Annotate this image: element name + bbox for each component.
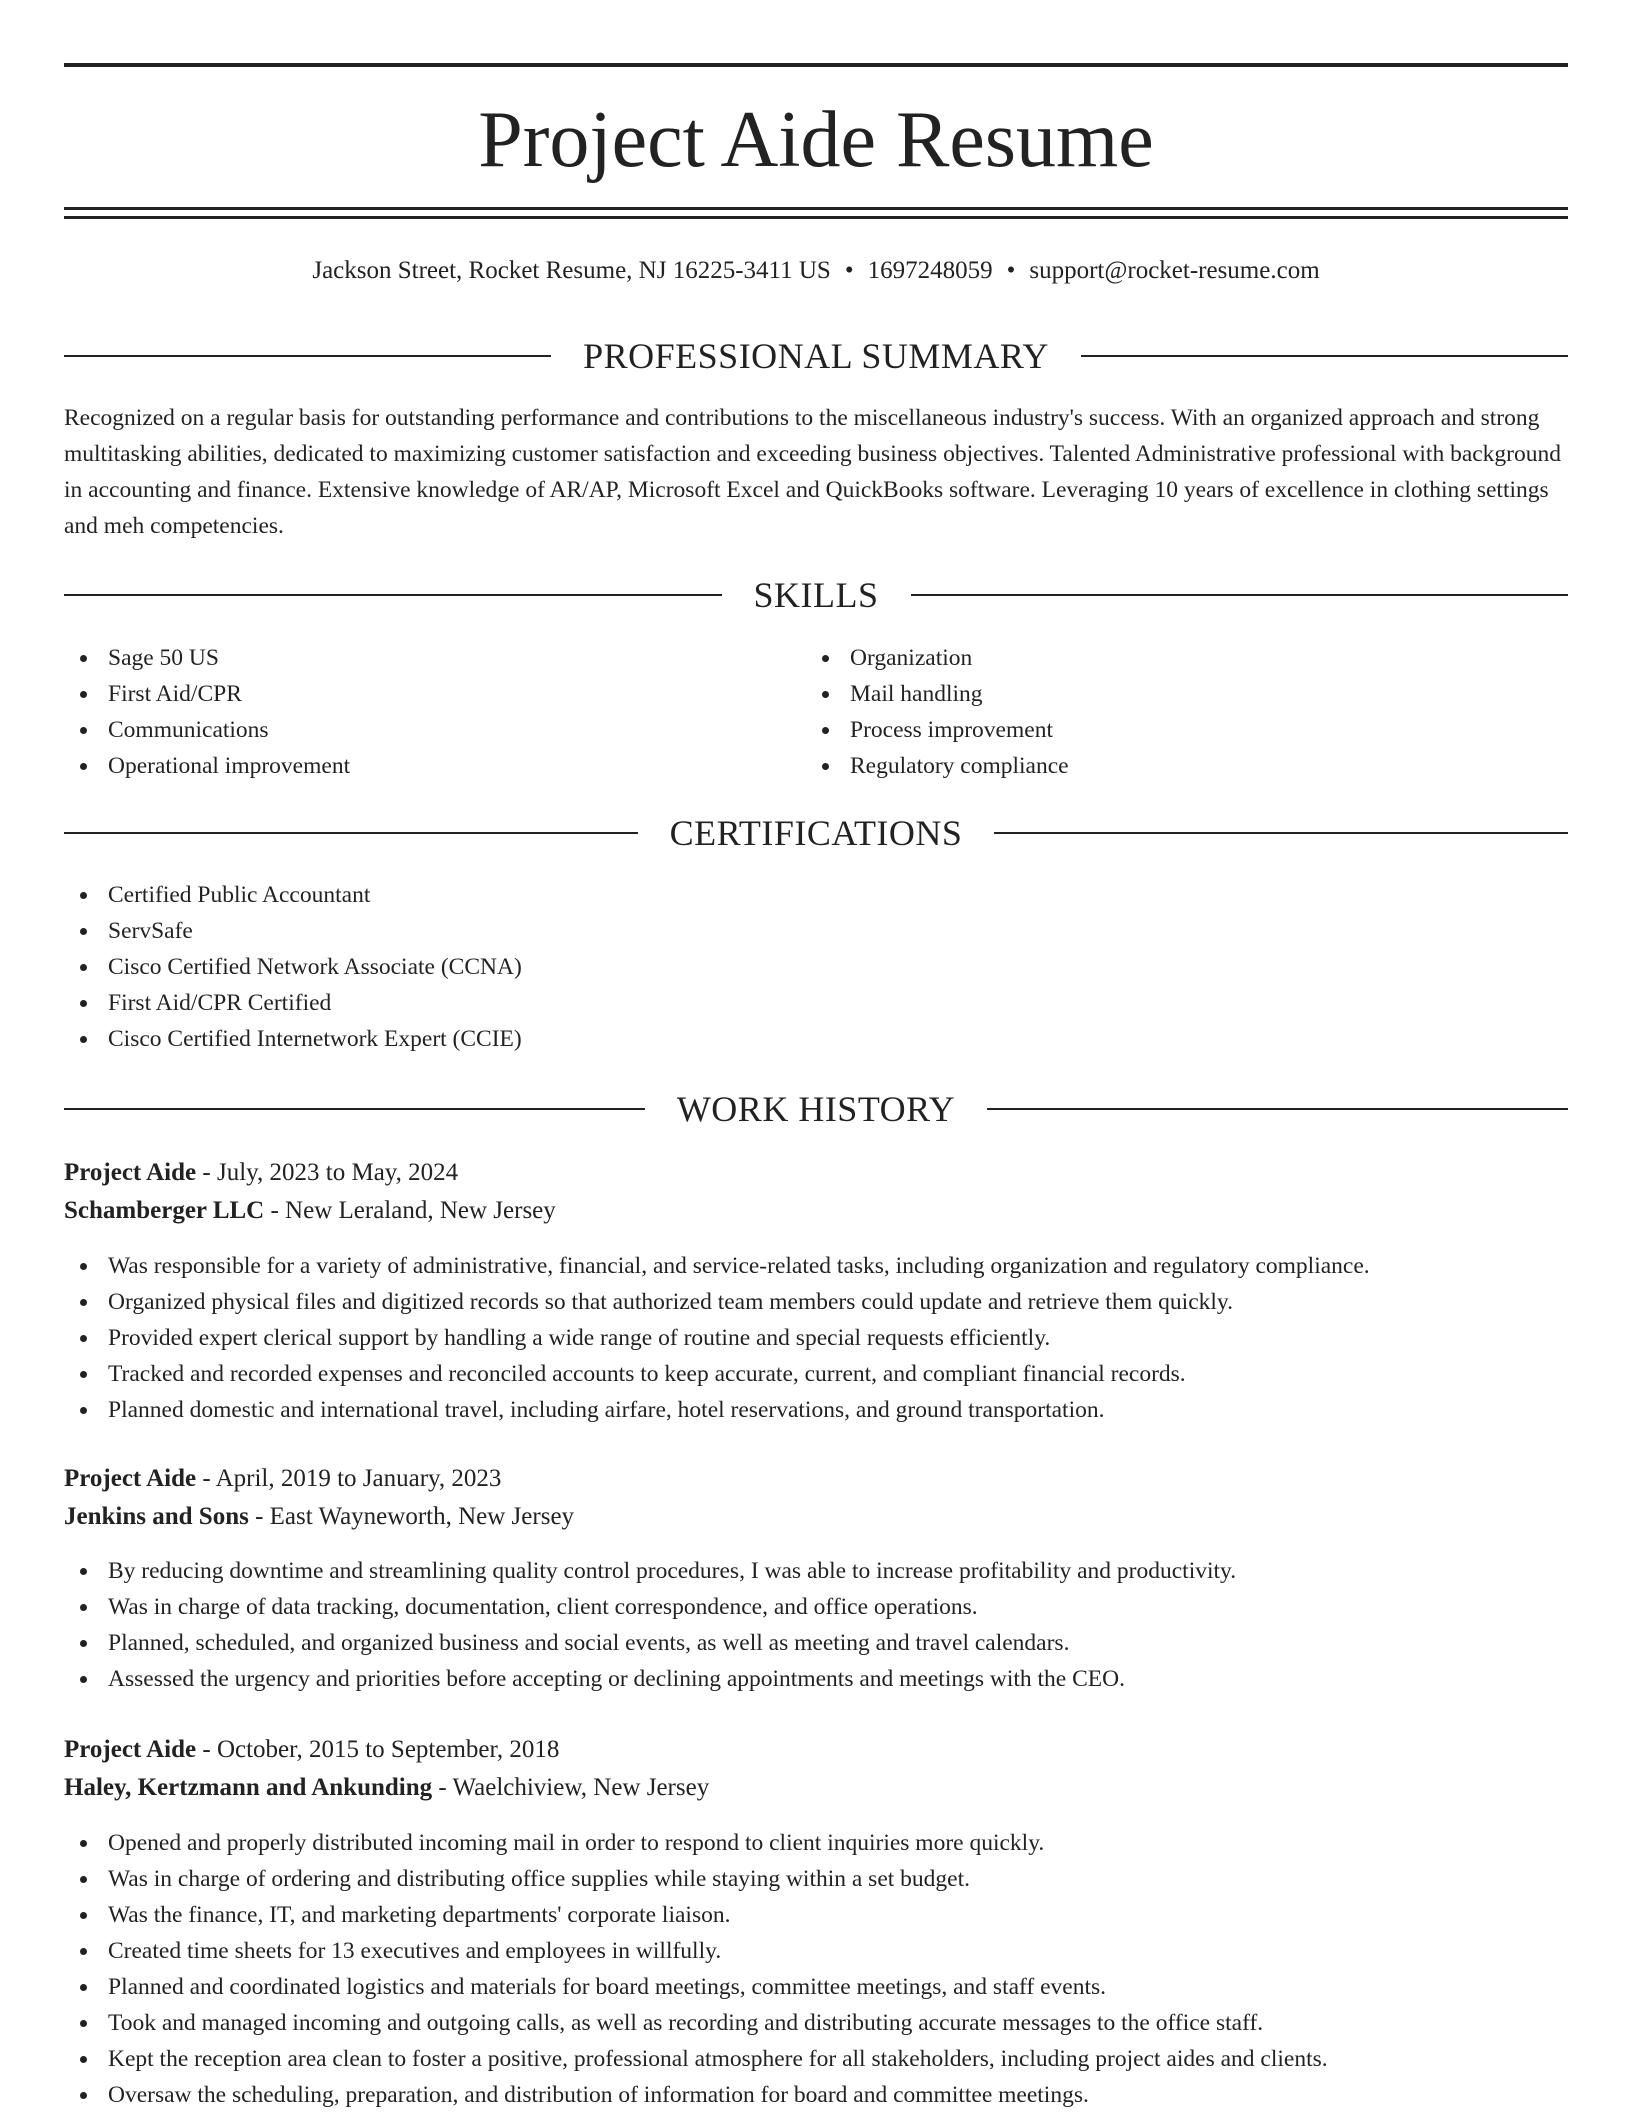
title-rule-lower	[64, 216, 1568, 219]
section-rule	[64, 594, 722, 596]
job-title-line	[64, 1731, 559, 1769]
job-bullet: Planned domestic and international travel, including airfare, hotel reservations, and ground transportation.	[64, 1392, 1370, 1428]
job-title: Project Aide	[64, 1159, 197, 1186]
contact-line	[64, 255, 1568, 287]
job-bullet: Tracked and recorded expenses and reconciled accounts to keep accurate, current, and compliant financial records.	[64, 1356, 1370, 1392]
job-bullet: Oversaw the scheduling, preparation, and distribution of information for board and committee meetings.	[64, 2077, 1328, 2113]
section-rule	[64, 1108, 645, 1110]
section-rule	[987, 1108, 1568, 1110]
job-bullet: Assessed the urgency and priorities before accepting or declining appointments and meetings with the CEO.	[64, 1661, 1236, 1697]
job-bullet: Was responsible for a variety of administrative, financial, and service-related tasks, including organization and regulatory compliance.	[64, 1248, 1370, 1284]
section-title: WORK HISTORY	[676, 1089, 956, 1129]
page-title: Project Aide Resume	[478, 96, 1154, 184]
skill-item: Communications	[64, 712, 350, 748]
certification-item: First Aid/CPR Certified	[64, 985, 522, 1021]
contact-phone: 1697248059	[867, 257, 993, 284]
skill-item: Mail handling	[806, 676, 1069, 712]
job-title: Project Aide	[64, 1736, 197, 1763]
summary-text: Recognized on a regular basis for outstanding performance and contributions to the miscellaneous industry's success. With an organized approach and strong multitasking abilities, dedicated to maximizing customer satisfaction and exceeding business objectives. Talented Administrative professional with background in accounting and finance. Extensive knowledge of AR/AP, Microsoft Excel and QuickBooks software. Leveraging 10 years of excellence in clothing settings and meh competencies.	[64, 405, 1562, 539]
top-rule	[64, 63, 1568, 67]
skill-item: Regulatory compliance	[806, 748, 1069, 784]
job-bullets	[64, 1553, 1236, 1697]
job-bullet: By reducing downtime and streamlining quality control procedures, I was able to increase profitability and productivity.	[64, 1553, 1236, 1589]
job-company-line	[64, 1498, 574, 1536]
job-dates: - October, 2015 to September, 2018	[196, 1736, 560, 1763]
section-title: PROFESSIONAL SUMMARY	[583, 336, 1049, 376]
job-bullet: Organized physical files and digitized records so that authorized team members could update and retrieve them quickly.	[64, 1284, 1370, 1320]
job-company: Jenkins and Sons	[64, 1503, 249, 1530]
job-dates: - July, 2023 to May, 2024	[196, 1159, 459, 1186]
job-location: - Waelchiview, New Jersey	[432, 1774, 710, 1801]
job-company-line	[64, 1769, 709, 1807]
skills-list-left	[64, 640, 350, 784]
job-bullet: Created time sheets for 13 executives and employees in willfully.	[64, 1933, 1328, 1969]
section-header-certifications	[64, 811, 1568, 855]
section-title: SKILLS	[753, 575, 879, 615]
section-header-skills	[64, 573, 1568, 617]
contact-separator: •	[844, 257, 854, 284]
section-header-summary	[64, 334, 1568, 378]
certifications-list	[64, 877, 522, 1057]
job-location: - New Leraland, New Jersey	[264, 1197, 556, 1224]
job-company-line	[64, 1192, 556, 1230]
skill-item: Process improvement	[806, 712, 1069, 748]
skill-item: First Aid/CPR	[64, 676, 350, 712]
section-header-work-history	[64, 1087, 1568, 1131]
contact-separator: •	[1006, 257, 1016, 284]
contact-address: Jackson Street, Rocket Resume, NJ 16225-3411 US	[312, 257, 831, 284]
skill-item: Sage 50 US	[64, 640, 350, 676]
job-title-line	[64, 1154, 458, 1192]
certification-item: ServSafe	[64, 913, 522, 949]
certification-item: Cisco Certified Internetwork Expert (CCIE)	[64, 1021, 522, 1057]
job-company: Schamberger LLC	[64, 1197, 265, 1224]
section-rule	[64, 355, 551, 357]
skills-list-right	[806, 640, 1069, 784]
job-bullet: Was in charge of data tracking, documentation, client correspondence, and office operations.	[64, 1589, 1236, 1625]
job-bullets	[64, 1825, 1328, 2113]
job-dates: - April, 2019 to January, 2023	[196, 1465, 502, 1492]
job-bullet: Opened and properly distributed incoming mail in order to respond to client inquiries more quickly.	[64, 1825, 1328, 1861]
section-rule	[994, 832, 1568, 834]
job-bullet: Was in charge of ordering and distributing office supplies while staying within a set budget.	[64, 1861, 1328, 1897]
job-bullet: Kept the reception area clean to foster a positive, professional atmosphere for all stakeholders, including project aides and clients.	[64, 2041, 1328, 2077]
job-company: Haley, Kertzmann and Ankunding	[64, 1774, 433, 1801]
job-bullet: Took and managed incoming and outgoing calls, as well as recording and distributing accurate messages to the office staff.	[64, 2005, 1328, 2041]
title-rule-upper	[64, 207, 1568, 210]
skill-item: Operational improvement	[64, 748, 350, 784]
section-rule	[911, 594, 1569, 596]
job-bullet: Planned, scheduled, and organized business and social events, as well as meeting and travel calendars.	[64, 1625, 1236, 1661]
section-title: CERTIFICATIONS	[669, 813, 963, 853]
job-title-line	[64, 1460, 501, 1498]
job-title: Project Aide	[64, 1465, 197, 1492]
job-bullet: Was the finance, IT, and marketing departments' corporate liaison.	[64, 1897, 1328, 1933]
contact-email: support@rocket-resume.com	[1029, 257, 1320, 284]
job-bullet: Planned and coordinated logistics and materials for board meetings, committee meetings, and staff events.	[64, 1969, 1328, 2005]
job-bullets	[64, 1248, 1370, 1428]
certification-item: Cisco Certified Network Associate (CCNA)	[64, 949, 522, 985]
section-rule	[64, 832, 638, 834]
section-rule	[1081, 355, 1568, 357]
certification-item: Certified Public Accountant	[64, 877, 522, 913]
job-location: - East Wayneworth, New Jersey	[248, 1503, 575, 1530]
job-bullet: Provided expert clerical support by handling a wide range of routine and special requests efficiently.	[64, 1320, 1370, 1356]
skill-item: Organization	[806, 640, 1069, 676]
